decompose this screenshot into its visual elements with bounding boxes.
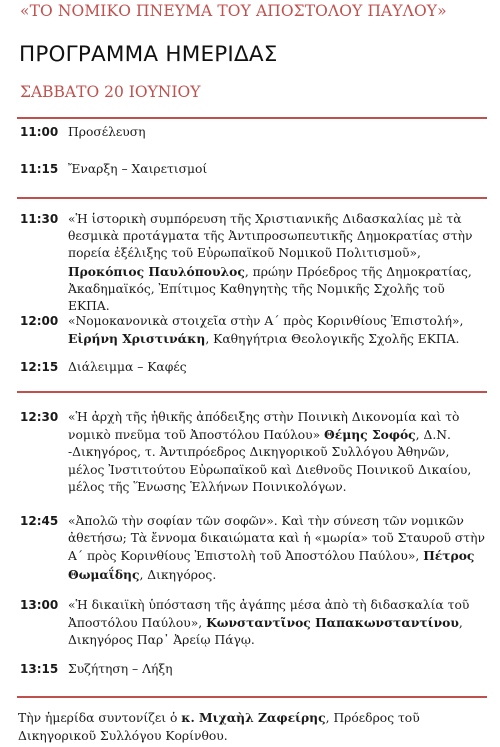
speaker-name: Προκόπιος Παυλόπουλος [68, 263, 245, 279]
event-date: ΣΑΒΒΑΤΟ 20 ΙΟΥΝΙΟΥ [20, 83, 201, 101]
text-segment: , Πρόεδρος τοῦ Δικηγορικοῦ Συλλόγου Κορίνθου. [18, 711, 420, 743]
schedule-item-1300 [20, 597, 488, 650]
text-segment: , Καθηγήτρια Θεολογικῆς Σχολῆς ΕΚΠΑ. [205, 332, 460, 347]
schedule-time: 13:15 [20, 662, 59, 676]
schedule-time: 11:00 [20, 125, 59, 139]
schedule-text [68, 161, 488, 178]
text-segment: Ἔναρξη – Χαιρετισμοί [68, 162, 208, 176]
schedule-time: 12:00 [20, 314, 59, 328]
text-segment: , Δ.Ν. -Δικηγόρος, τ. Ἀντιπρόεδρος Δικηγορικοῦ Συλλόγου Ἀθηνῶν, μέλος Ἰνστιτούτου Εὐρωπαϊκοῦ καὶ Διεθνοῦς Ποινικοῦ Δικαίου, μέλος τῆς Ἕνωσης Ἑλλήνων Ποινικολόγων. [68, 428, 472, 494]
speaker-name: Θέμης Σοφός [324, 427, 416, 443]
text-segment: «Ἡ ἀρχὴ τῆς ἠθικῆς ἀπόδειξης στὴν Ποινικὴ Δικονομία καὶ τὸ νομικὸ πνεῦμα τοῦ Ἀποστόλου Παύλου» [68, 410, 460, 443]
schedule-text [68, 124, 488, 141]
schedule-text [68, 359, 488, 376]
divider-top [17, 117, 487, 119]
moderator-note [18, 709, 488, 745]
schedule-text [68, 313, 488, 348]
text-segment: «Ἡ δικαιϊκὴ ὑπόσταση τῆς ἀγάπης μέσα ἀπὸ τὴ διδασκαλία τοῦ Ἀποστόλου Παύλου», [68, 598, 470, 631]
schedule-text [68, 409, 488, 496]
text-segment: Τὴν ἡμερίδα συντονίζει ὁ [18, 711, 182, 725]
schedule-text [68, 597, 488, 650]
schedule-item-1130 [20, 211, 488, 315]
schedule-text [68, 513, 488, 584]
schedule-item-1230 [20, 409, 488, 496]
text-segment: Προσέλευση [68, 125, 146, 139]
text-segment: , πρώην Πρόεδρος τῆς Δημοκρατίας, Ἀκαδημαϊκός, Ἐπίτιμος Καθηγητὴς τῆς Νομικῆς Σχολῆς τοῦ ΕΚΠΑ. [68, 264, 472, 314]
speaker-name: Κωνσταντῖνος Παπακωνσταντίνου [206, 615, 459, 631]
schedule-time: 12:30 [20, 410, 59, 424]
text-segment: , Δικηγόρος. [139, 567, 217, 582]
divider [17, 391, 487, 393]
schedule-time: 11:15 [20, 162, 59, 176]
schedule-text [68, 211, 488, 315]
speaker-name: Πέτρος Θωμαΐδης [68, 548, 475, 582]
text-segment: «Ἀπολῶ τὴν σοφίαν τῶν σοφῶν». Καὶ τὴν σύνεση τῶν νομικῶν ἀθετήσω; Τὰ ἔννομα δικαιώματα καὶ ἡ «μωρία» τοῦ Σταυροῦ στὴν Α΄ πρὸς Κορινθίους Ἐπιστολὴ τοῦ Ἀποστόλου Παύλου», [68, 514, 485, 564]
event-title: «ΤΟ ΝΟΜΙΚΟ ΠΝΕΥΜΑ ΤΟΥ ΑΠΟΣΤΟΛΟΥ ΠΑΥΛΟΥ» [20, 2, 447, 20]
schedule-item-1215 [20, 359, 488, 376]
text-segment: Διάλειμμα – Καφές [68, 360, 187, 374]
program-title: ΠΡΟΓΡΑΜΜΑ ΗΜΕΡΙΔΑΣ [19, 42, 278, 67]
schedule-time: 11:30 [20, 212, 59, 226]
divider-bottom [17, 696, 487, 698]
schedule-item-1200 [20, 313, 488, 348]
schedule-item-1245 [20, 513, 488, 584]
text-segment: Συζήτηση – Λήξη [68, 662, 173, 676]
schedule-time: 13:00 [20, 598, 59, 612]
schedule-time: 12:45 [20, 514, 59, 528]
text-segment: «Νομοκανονικὰ στοιχεῖα στὴν Α΄ πρὸς Κορινθίους Ἐπιστολή», [68, 314, 464, 328]
divider [17, 197, 487, 199]
schedule-item-1100 [20, 124, 488, 141]
speaker-name: κ. Μιχαὴλ Ζαφείρης [181, 710, 326, 725]
schedule-time: 12:15 [20, 360, 59, 374]
schedule-item-1315 [20, 661, 488, 678]
schedule-item-1115 [20, 161, 488, 178]
text-segment: «Ἡ ἱστορικὴ συμπόρευση τῆς Χριστιανικῆς Διδασκαλίας μὲ τὰ θεσμικὰ πρoτάγματα τῆς Ἀντιπροσωπευτικῆς Δημοκρατίας στὴν πορεία ἐξέλιξης τοῦ Εὐρωπαϊκοῦ Νομικοῦ Πολιτισμοῦ», [68, 212, 473, 261]
speaker-name: Εἰρήνη Χριστινάκη [68, 331, 206, 347]
schedule-text [68, 661, 488, 678]
text-segment: , Δικηγόρος Παρ᾽ Ἀρείῳ Πάγῳ. [68, 616, 463, 648]
